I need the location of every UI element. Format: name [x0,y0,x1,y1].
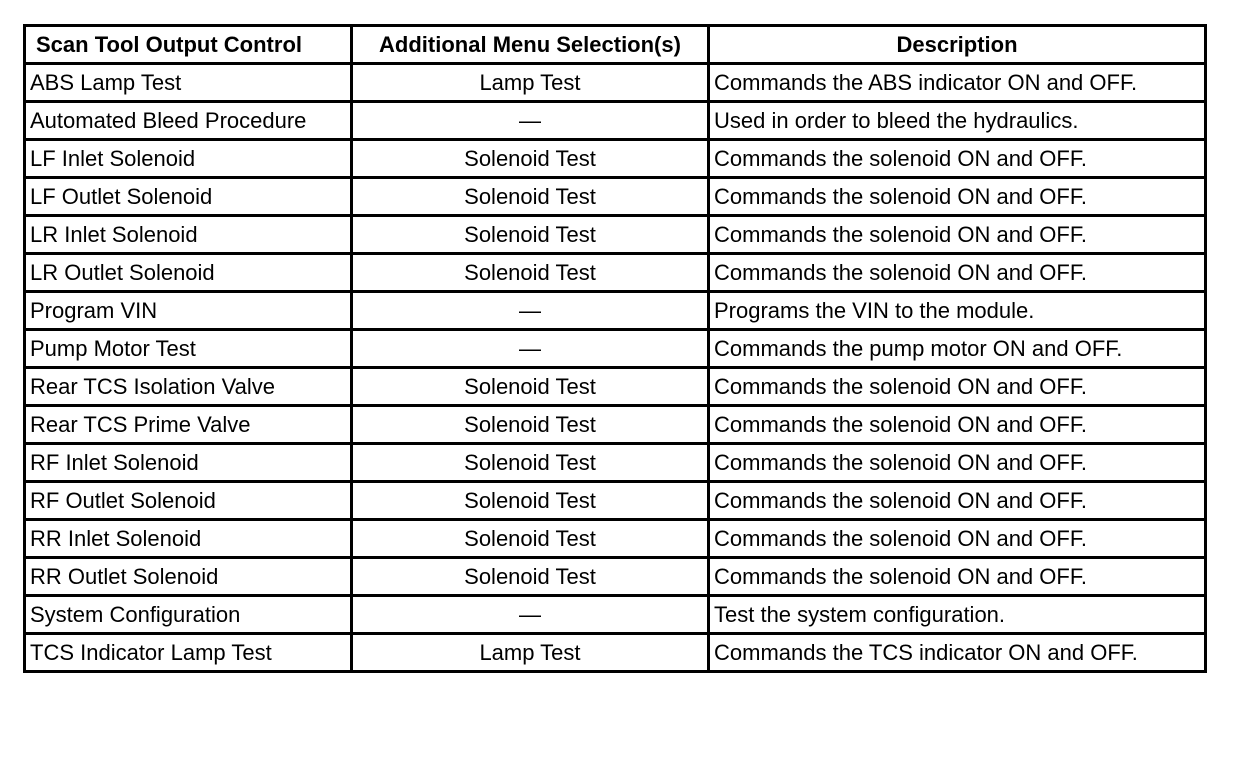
table-row [25,634,1206,672]
cell-description: Commands the solenoid ON and OFF. [709,216,1206,254]
table-header [25,26,1206,64]
cell-menu-selection: Lamp Test [352,634,709,672]
cell-menu-selection: — [352,292,709,330]
scan-tool-output-control-table [23,24,1207,673]
cell-description: Used in order to bleed the hydraulics. [709,102,1206,140]
cell-menu-selection: Solenoid Test [352,254,709,292]
cell-output-control: Rear TCS Prime Valve [25,406,352,444]
cell-description: Commands the solenoid ON and OFF. [709,558,1206,596]
cell-output-control: RF Outlet Solenoid [25,482,352,520]
cell-menu-selection: Solenoid Test [352,216,709,254]
header-scan-tool-output-control: Scan Tool Output Control [25,26,352,64]
cell-output-control: Automated Bleed Procedure [25,102,352,140]
cell-description: Commands the solenoid ON and OFF. [709,444,1206,482]
cell-menu-selection: Solenoid Test [352,368,709,406]
cell-output-control: ABS Lamp Test [25,64,352,102]
table-row [25,558,1206,596]
cell-menu-selection: — [352,596,709,634]
cell-output-control: Program VIN [25,292,352,330]
cell-description: Commands the solenoid ON and OFF. [709,368,1206,406]
cell-output-control: RR Outlet Solenoid [25,558,352,596]
cell-description: Commands the TCS indicator ON and OFF. [709,634,1206,672]
table-container [23,24,1207,673]
table-row [25,178,1206,216]
cell-menu-selection: Lamp Test [352,64,709,102]
table-row [25,406,1206,444]
cell-description: Commands the solenoid ON and OFF. [709,254,1206,292]
cell-menu-selection: Solenoid Test [352,140,709,178]
cell-menu-selection: Solenoid Test [352,482,709,520]
table-row [25,368,1206,406]
cell-menu-selection: — [352,330,709,368]
table-row [25,140,1206,178]
table-row [25,596,1206,634]
cell-menu-selection: Solenoid Test [352,406,709,444]
table-row [25,254,1206,292]
cell-menu-selection: Solenoid Test [352,444,709,482]
table-row [25,520,1206,558]
cell-menu-selection: Solenoid Test [352,558,709,596]
cell-output-control: RF Inlet Solenoid [25,444,352,482]
cell-description: Commands the pump motor ON and OFF. [709,330,1206,368]
header-row [25,26,1206,64]
cell-description: Commands the solenoid ON and OFF. [709,520,1206,558]
table-row [25,102,1206,140]
cell-output-control: LR Outlet Solenoid [25,254,352,292]
header-description: Description [709,26,1206,64]
cell-output-control: LF Outlet Solenoid [25,178,352,216]
cell-output-control: TCS Indicator Lamp Test [25,634,352,672]
table-row [25,444,1206,482]
cell-menu-selection: Solenoid Test [352,520,709,558]
cell-output-control: System Configuration [25,596,352,634]
cell-description: Commands the solenoid ON and OFF. [709,178,1206,216]
cell-output-control: LR Inlet Solenoid [25,216,352,254]
table-row [25,292,1206,330]
table-body [25,64,1206,672]
table-row [25,482,1206,520]
cell-description: Commands the ABS indicator ON and OFF. [709,64,1206,102]
cell-output-control: LF Inlet Solenoid [25,140,352,178]
table-row [25,216,1206,254]
table-row [25,64,1206,102]
table-row [25,330,1206,368]
cell-output-control: RR Inlet Solenoid [25,520,352,558]
header-additional-menu-selections: Additional Menu Selection(s) [352,26,709,64]
cell-description: Commands the solenoid ON and OFF. [709,140,1206,178]
cell-description: Commands the solenoid ON and OFF. [709,406,1206,444]
cell-description: Test the system configuration. [709,596,1206,634]
cell-output-control: Pump Motor Test [25,330,352,368]
cell-menu-selection: — [352,102,709,140]
cell-menu-selection: Solenoid Test [352,178,709,216]
cell-description: Programs the VIN to the module. [709,292,1206,330]
cell-output-control: Rear TCS Isolation Valve [25,368,352,406]
cell-description: Commands the solenoid ON and OFF. [709,482,1206,520]
